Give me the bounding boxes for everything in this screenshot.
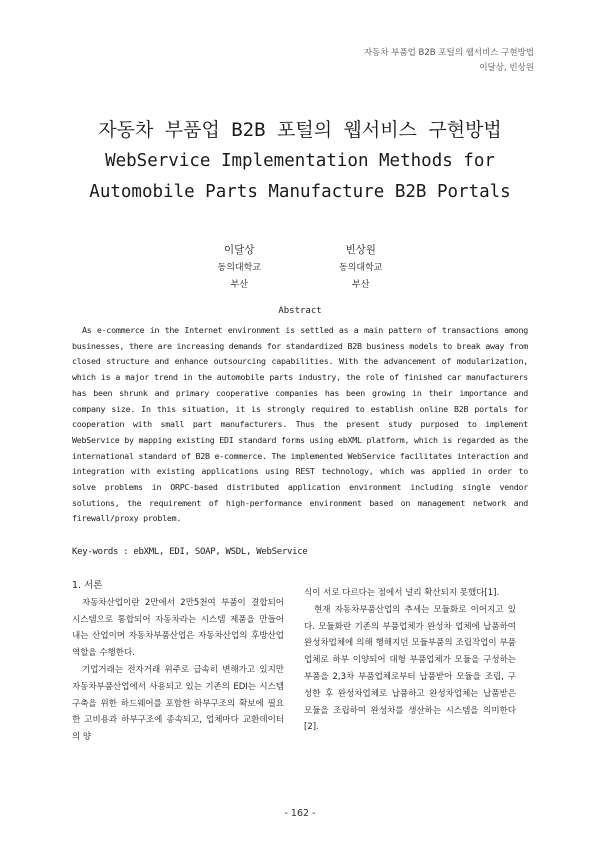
running-head-authors: 이달상, 빈상원 — [479, 63, 534, 73]
paper-title-english-line-1: WebService Implementation Methods for — [105, 151, 495, 171]
body-paragraph: 현재 자동차부품산업의 추세는 모듈화로 이어지고 있다. 모듈화란 기존의 부품업체가 완성차 업체에 납품하여 완성차업체에 의해 행해지던 모듈부품의 조립작업이 부품업체로 하부 이양되어 대형 부품업체가 모듈을 구성하는 부품을 2,3차 부품업체로부터 납품받아 모듈을 조립, 구성한 후 완성차업체로 납품하고 완성차업체는 납품받은 모듈을 조립하여 완성차를 생산하는 시스템을 의미한다[2]. — [304, 604, 516, 733]
author-name: 빈상원 — [345, 244, 376, 256]
author-affiliation: 동의대학교 — [339, 263, 383, 273]
author-affiliation: 동의대학교 — [217, 263, 261, 273]
author — [218, 241, 261, 294]
body-paragraph: 자동차산업이란 2만에서 2만5천여 부품이 결합되어 시스템으로 통합되어 자동차라는 시스템 제품을 만들어 내는 산업이며 자동차부품산업은 자동차산업의 후방산업 역할을 수행한다. — [72, 597, 284, 659]
paper-title-korean: 자동차 부품업 B2B 포털의 웹서비스 구현방법 — [98, 119, 502, 141]
abstract-heading: Abstract — [278, 306, 322, 316]
author-list — [0, 241, 600, 294]
body-paragraph: 기업거래는 전자거래 위주로 급속히 변해가고 있지만 자동차부품산업에서 사용되고 있는 기존의 EDI는 시스템 구축을 위한 하드웨어를 포함한 하부구조의 확보에 필요한 고비용과 하부구조에 종속되고, 업체마다 교환데이터의 양 — [72, 664, 284, 743]
title-block — [0, 114, 600, 208]
section-heading: 1. 서론 — [72, 580, 103, 591]
paper-title-english-line-2: Automobile Parts Manufacture B2B Portals — [89, 182, 511, 202]
author-city: 부산 — [230, 280, 248, 290]
running-head-title: 자동차 부품업 B2B 포털의 웹서비스 구현방법 — [363, 48, 534, 58]
keywords: Key-words : ebXML, EDI, SOAP, WSDL, WebService — [72, 547, 308, 557]
running-head — [364, 46, 534, 76]
page-number: - 162 - — [284, 808, 316, 819]
body-paragraph: 식이 서로 다르다는 점에서 널리 확산되지 못했다[1]. — [304, 588, 500, 598]
author-city: 부산 — [352, 280, 370, 290]
author — [339, 241, 382, 294]
body-column-right — [304, 585, 516, 736]
author-name: 이달상 — [224, 244, 255, 256]
body-column-left — [72, 578, 284, 746]
abstract-text: As e-commerce in the Internet environment is settled as a main pattern of transactions among businesses, there are increasing demands for standardized B2B business models to break away from closed structure and enhance outsourcing capabilities. With the advancement of modularization, which is a major trend in the automobile parts industry, the role of finished car manufacturers has been shrunk and primary cooperative companies has been growing in their importance and company size. In this situation, it is strongly required to establish online B2B portals for cooperation with small part manufacturers. Thus the present study purposed to implement WebService by mapping existing EDI standard forms using ebXML platform, which is regarded as the international standard of B2B e-commerce. The implemented WebService facilitates interaction and integration with existing applications using REST technology, which was applied in order to solve problems in ORPC-based distributed application environment including single vendor solutions, the requirement of high-performance environment based on management network and firewall/proxy problem. — [72, 325, 528, 524]
